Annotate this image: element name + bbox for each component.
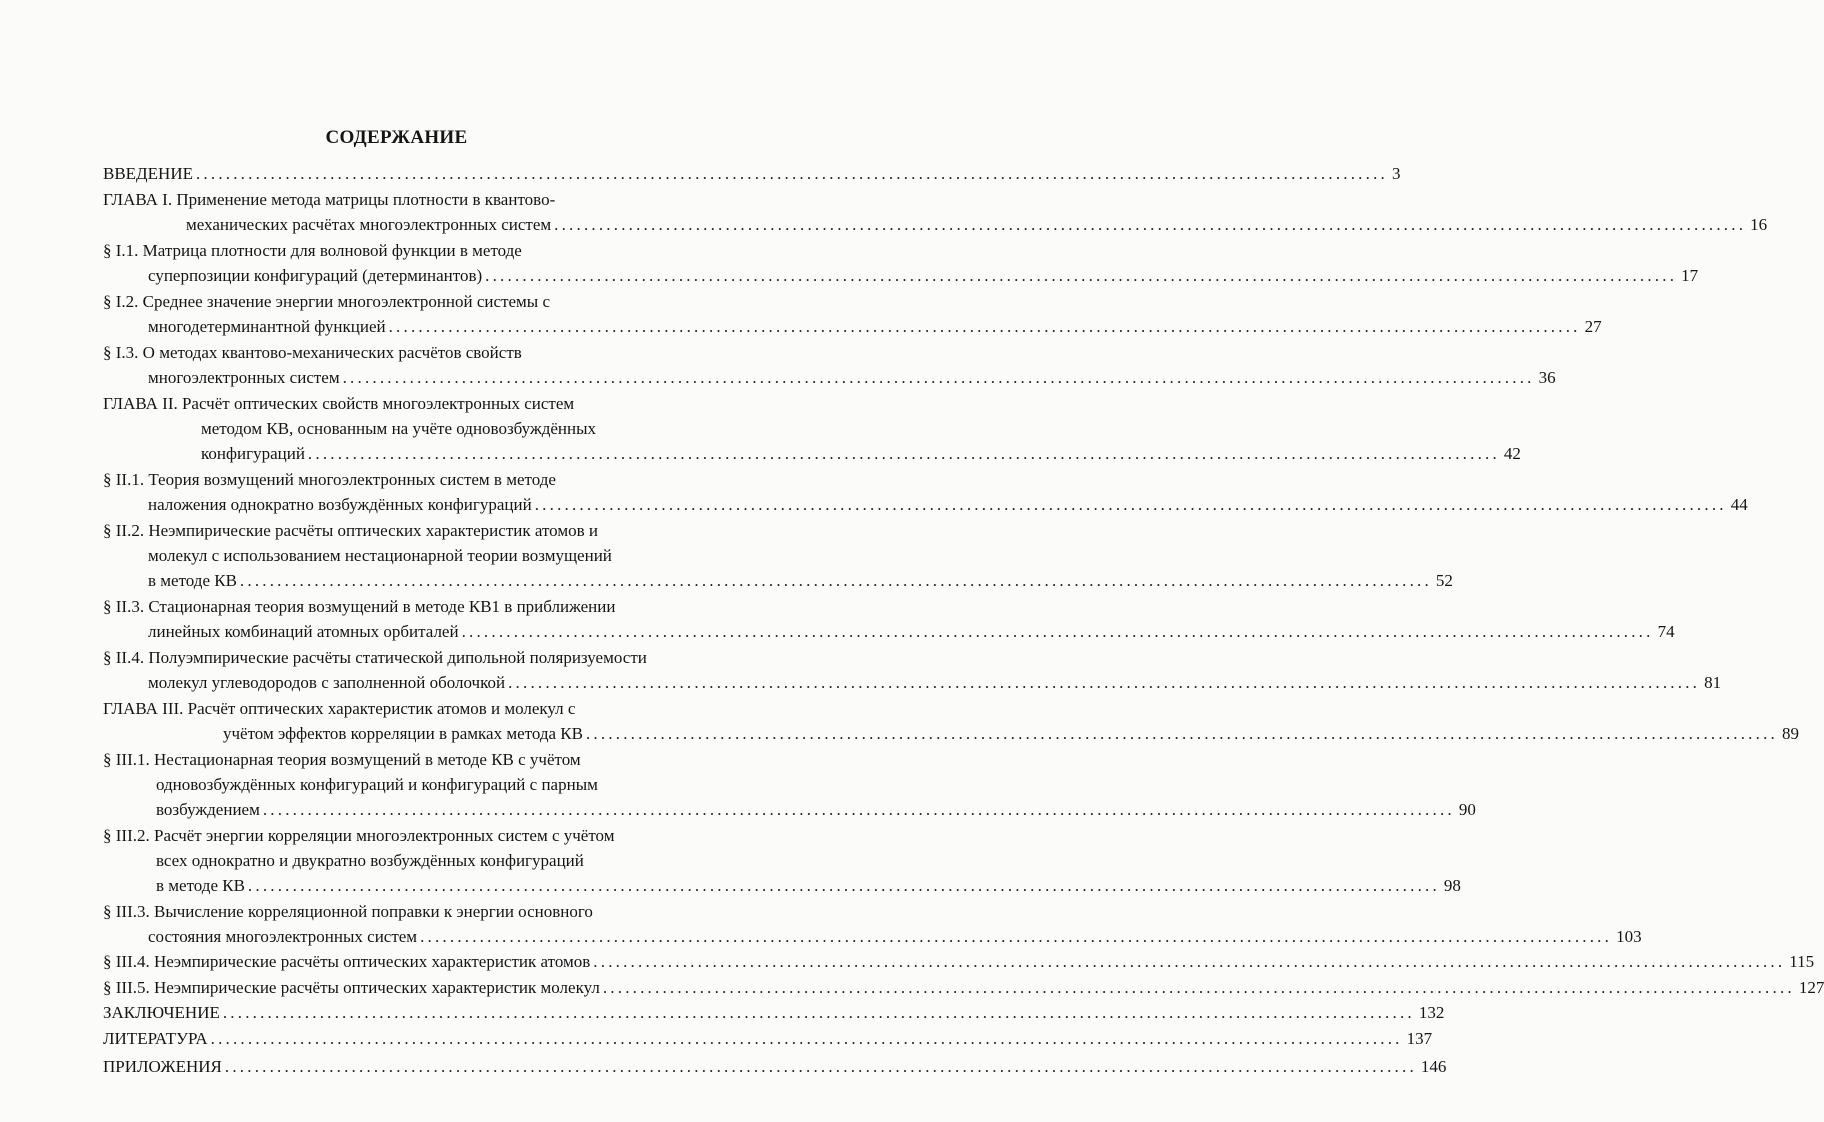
toc-entry-page: 27 [1584, 317, 1602, 336]
toc-entry-page: 115 [1789, 952, 1815, 971]
toc-entry-section-1-2-cont [148, 315, 1602, 339]
toc-entry-section-1-1 [103, 239, 522, 263]
toc-entry-page: 52 [1435, 571, 1453, 590]
toc-entry-text: § III.5. Неэмпирические расчёты оптических характеристик молекул [103, 978, 600, 997]
leader-dots: ................................................................................................................................................................ [461, 622, 1654, 641]
leader-dots: ................................................................................................................................................................ [593, 952, 1786, 971]
toc-entry-literature [103, 1027, 1433, 1051]
toc-entry-page: 89 [1781, 724, 1799, 743]
toc-entry-page: 44 [1730, 495, 1748, 514]
leader-dots: ................................................................................................................................................................ [554, 215, 1747, 234]
toc-entry-text: ЛИТЕРАТУРА [103, 1029, 208, 1048]
toc-title: СОДЕРЖАНИЕ [325, 127, 468, 148]
toc-entry-section-2-1 [103, 468, 556, 492]
toc-entry-text: § I.1. Матрица плотности для волновой функции в методе [103, 241, 522, 260]
toc-entry-section-1-2 [103, 290, 550, 314]
toc-entry-section-2-4 [103, 646, 647, 670]
leader-dots: ................................................................................................................................................................ [342, 368, 1535, 387]
toc-entry-section-2-1-cont [148, 493, 1748, 517]
toc-entry-chapter-2-cont [201, 417, 596, 441]
leader-dots: ................................................................................................................................................................ [262, 800, 1455, 819]
toc-entry-page: 132 [1418, 1003, 1445, 1022]
toc-entry-page: 36 [1538, 368, 1556, 387]
leader-dots: ................................................................................................................................................................ [508, 673, 1701, 692]
leader-dots: ................................................................................................................................................................ [239, 571, 1432, 590]
toc-entry-section-3-1-cont2 [156, 798, 1476, 822]
toc-entry-page: 146 [1420, 1057, 1447, 1076]
toc-entry-section-3-5 [103, 976, 1824, 1000]
toc-entry-page: 81 [1704, 673, 1722, 692]
toc-entry-text: суперпозиции конфигураций (детерминантов) [148, 266, 483, 285]
toc-entry-section-2-3-cont [148, 620, 1675, 644]
toc-entry-text: линейных комбинаций атомных орбиталей [148, 622, 459, 641]
toc-entry-text: молекул с использованием нестационарной теории возмущений [148, 546, 612, 565]
toc-entry-section-3-2-cont [156, 849, 584, 873]
leader-dots: ................................................................................................................................................................ [210, 1029, 1403, 1048]
toc-entry-text: ПРИЛОЖЕНИЯ [103, 1057, 222, 1076]
toc-entry-page: 16 [1750, 215, 1768, 234]
toc-entry-page: 17 [1681, 266, 1699, 285]
toc-entry-text: § III.2. Расчёт энергии корреляции многоэлектронных систем с учётом [103, 826, 615, 845]
toc-entry-text: многоэлектронных систем [148, 368, 340, 387]
toc-entry-text: одновозбуждённых конфигураций и конфигураций с парным [156, 775, 598, 794]
toc-entry-conclusion [103, 1001, 1445, 1025]
toc-entry-section-1-1-cont [148, 264, 1699, 288]
toc-entry-section-1-3 [103, 341, 522, 365]
leader-dots: ................................................................................................................................................................ [585, 724, 1778, 743]
leader-dots: ................................................................................................................................................................ [534, 495, 1727, 514]
toc-entry-text: ЗАКЛЮЧЕНИЕ [103, 1003, 220, 1022]
toc-entry-section-3-3 [103, 900, 593, 924]
toc-entry-text: § III.1. Нестационарная теория возмущений в методе КВ с учётом [103, 750, 581, 769]
toc-entry-text: § I.2. Среднее значение энергии многоэлектронной системы с [103, 292, 551, 311]
toc-entry-section-3-1-cont [156, 773, 598, 797]
toc-entry-text: § II.3. Стационарная теория возмущений в методе КВ1 в приближении [103, 597, 616, 616]
toc-entry-text: механических расчётах многоэлектронных систем [186, 215, 552, 234]
toc-entry-appendices [103, 1055, 1447, 1079]
toc-entry-text: многодетерминантной функцией [148, 317, 386, 336]
toc-entry-text: § II.2. Неэмпирические расчёты оптических характеристик атомов и [103, 521, 598, 540]
toc-entry-text: конфигураций [201, 444, 305, 463]
toc-entry-section-3-1 [103, 748, 581, 772]
toc-entry-section-2-2-cont [148, 544, 612, 568]
toc-entry-section-3-3-cont [148, 925, 1642, 949]
leader-dots: ................................................................................................................................................................ [602, 978, 1795, 997]
toc-entry-chapter-3-cont [223, 722, 1799, 746]
toc-entry-section-1-3-cont [148, 366, 1556, 390]
toc-entry-text: § II.4. Полуэмпирические расчёты статической дипольной поляризуемости [103, 648, 647, 667]
leader-dots: ................................................................................................................................................................ [307, 444, 1500, 463]
toc-entry-section-2-4-cont [148, 671, 1722, 695]
toc-entry-page: 127 [1798, 978, 1824, 997]
toc-entry-chapter-1-cont [186, 213, 1768, 237]
toc-entry-text: молекул углеводородов с заполненной оболочкой [148, 673, 506, 692]
toc-entry-chapter-1 [103, 188, 555, 212]
toc-entry-page: 137 [1406, 1029, 1433, 1048]
toc-entry-text: § III.4. Неэмпирические расчёты оптических характеристик атомов [103, 952, 591, 971]
toc-entry-chapter-2-cont2 [201, 442, 1521, 466]
toc-entry-text: состояния многоэлектронных систем [148, 927, 418, 946]
toc-entry-text: наложения однократно возбуждённых конфигураций [148, 495, 532, 514]
leader-dots: ................................................................................................................................................................ [388, 317, 1581, 336]
toc-entry-page: 74 [1657, 622, 1675, 641]
toc-entry-page: 98 [1443, 876, 1461, 895]
toc-entry-introduction [103, 162, 1401, 186]
toc-entry-chapter-2 [103, 392, 574, 416]
toc-entry-text: § III.3. Вычисление корреляционной поправки к энергии основного [103, 902, 593, 921]
leader-dots: ................................................................................................................................................................ [195, 164, 1388, 183]
toc-entry-text: возбуждением [156, 800, 260, 819]
toc-entry-section-2-2 [103, 519, 598, 543]
toc-entry-section-2-2-cont2 [148, 569, 1453, 593]
toc-entry-text: в методе КВ [148, 571, 237, 590]
toc-entry-section-3-2 [103, 824, 614, 848]
leader-dots: ................................................................................................................................................................ [222, 1003, 1415, 1022]
toc-entry-page: 90 [1458, 800, 1476, 819]
toc-entry-page: 42 [1503, 444, 1521, 463]
toc-entry-text: в методе КВ [156, 876, 245, 895]
toc-entry-page: 103 [1616, 927, 1642, 946]
toc-entry-text: § I.3. О методах квантово-механических расчётов свойств [103, 343, 522, 362]
toc-entry-text: ГЛАВА II. Расчёт оптических свойств многоэлектронных систем [103, 394, 575, 413]
leader-dots: ................................................................................................................................................................ [247, 876, 1440, 895]
toc-entry-text: учётом эффектов корреляции в рамках метода КВ [223, 724, 583, 743]
toc-entry-text: ГЛАВА I. Применение метода матрицы плотности в квантово- [103, 190, 556, 209]
toc-entry-text: § II.1. Теория возмущений многоэлектронных систем в методе [103, 470, 556, 489]
toc-entry-text: всех однократно и двукратно возбуждённых конфигураций [156, 851, 584, 870]
leader-dots: ................................................................................................................................................................ [224, 1057, 1417, 1076]
toc-entry-text: ВВЕДЕНИЕ [103, 164, 193, 183]
leader-dots: ................................................................................................................................................................ [485, 266, 1678, 285]
toc-entry-text: ГЛАВА III. Расчёт оптических характеристик атомов и молекул с [103, 699, 576, 718]
toc-entry-section-3-4 [103, 950, 1815, 974]
toc-entry-text: методом КВ, основанным на учёте одновозбуждённых [201, 419, 597, 438]
toc-entry-section-3-2-cont2 [156, 874, 1461, 898]
toc-entry-page: 3 [1391, 164, 1401, 183]
toc-entry-chapter-3 [103, 697, 575, 721]
leader-dots: ................................................................................................................................................................ [420, 927, 1613, 946]
toc-entry-section-2-3 [103, 595, 615, 619]
